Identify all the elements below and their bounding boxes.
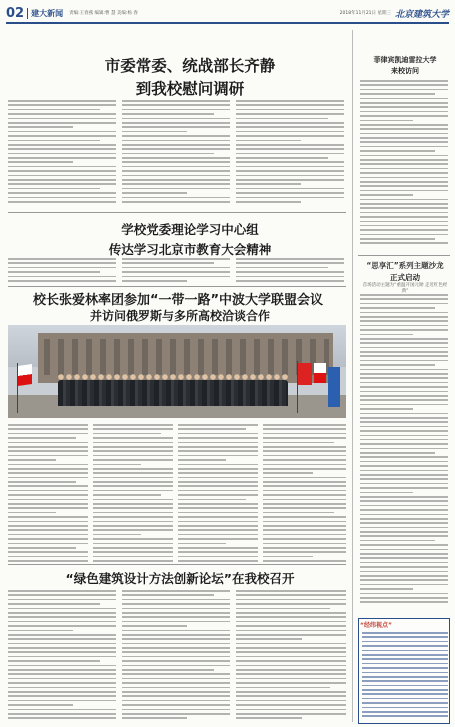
article-4-column-2 — [122, 590, 230, 722]
divider — [8, 286, 346, 287]
issue-date: 2018年11月21日 星期三 — [339, 11, 391, 16]
headline-article-3-line-2[interactable]: 并访问俄罗斯与多所高校洽谈合作 — [89, 309, 270, 323]
headline-article-1-line-1[interactable]: 市委常委、统战部长齐静 — [104, 57, 276, 75]
paper-name: 北京建筑大学 — [394, 9, 449, 20]
article-3-column-4 — [263, 424, 346, 564]
sidebar-story-1-text — [360, 80, 448, 252]
column-divider — [352, 30, 353, 722]
banner — [328, 367, 340, 407]
sidebar-headline-1-line-2[interactable]: 来校访问 — [391, 67, 419, 75]
sidebar-subheadline-2: 首场活动主题为“重温开国元勋 走近红色经典” — [362, 283, 448, 294]
headline-article-2-line-2[interactable]: 传达学习北京市教育大会精神 — [108, 242, 272, 257]
article-3-column-3 — [178, 424, 258, 564]
article-3-column-1 — [8, 424, 88, 564]
section-name: 建大新闻 — [27, 8, 63, 19]
article-1-column-1 — [8, 100, 116, 205]
divider — [8, 212, 346, 213]
article-1-column-2 — [122, 100, 230, 205]
article-2-column-1 — [8, 258, 116, 284]
sidebar-headline-1-line-1[interactable]: 菲律宾凯迪雷拉大学 — [373, 56, 437, 64]
editors-credit: 责编:王春燕 编辑:曹 慧 美编:杨 春 — [69, 11, 138, 16]
info-box-text — [362, 632, 448, 720]
headline-article-2-line-1[interactable]: 学校党委理论学习中心组 — [121, 222, 259, 237]
flag-icon — [298, 363, 312, 385]
article-1-column-3 — [236, 100, 344, 205]
headline-article-4[interactable]: “绿色建筑设计方法创新论坛”在我校召开 — [65, 571, 295, 586]
flag-icon — [18, 364, 32, 386]
group-photo — [8, 325, 346, 418]
flag-icon — [314, 363, 326, 383]
article-4-column-3 — [236, 590, 346, 722]
sidebar-headline-2-line-2[interactable]: 正式启动 — [390, 273, 420, 282]
article-2-column-3 — [236, 258, 344, 284]
divider — [8, 564, 346, 565]
sidebar-headline-2-line-1[interactable]: “思享汇”系列主题沙龙 — [366, 261, 444, 270]
article-4-column-1 — [8, 590, 116, 722]
article-2-column-2 — [122, 258, 230, 284]
sidebar-story-2-text — [360, 294, 448, 612]
article-3-column-2 — [93, 424, 173, 564]
masthead — [6, 4, 449, 24]
info-box-title: “经纬视点” — [360, 622, 392, 629]
divider — [358, 255, 450, 256]
headline-article-1-line-2[interactable]: 到我校慰问调研 — [135, 80, 245, 98]
headline-article-3-line-1[interactable]: 校长张爱林率团参加“一带一路”中波大学联盟会议 — [32, 293, 324, 308]
page-number: 02 — [6, 5, 25, 21]
